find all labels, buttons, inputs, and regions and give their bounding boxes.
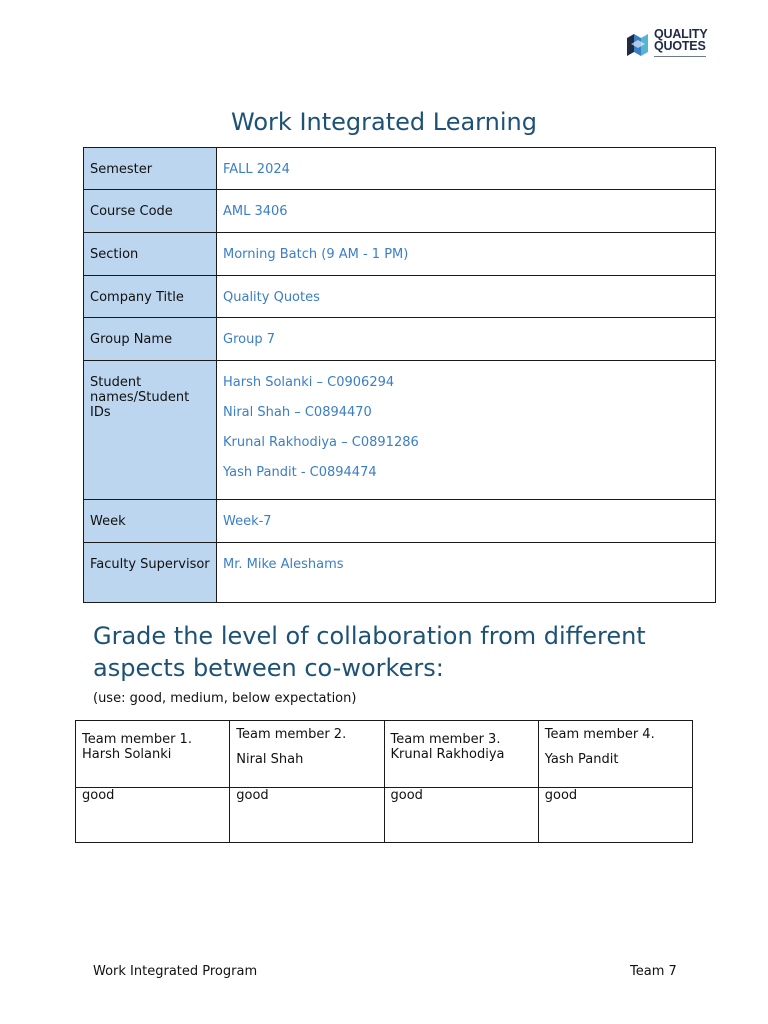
company-value: Quality Quotes [217,276,716,318]
week-value: Week-7 [217,500,716,543]
students-label: Student names/Student IDs [84,361,217,500]
supervisor-value: Mr. Mike Aleshams [217,543,716,603]
group-value: Group 7 [217,318,716,361]
logo-text [654,28,707,52]
info-row-semester [84,148,716,190]
info-row-students [84,361,716,500]
collaboration-heading: Grade the level of collaboration from different aspects between co-workers: [93,622,646,682]
grading-scale-note: (use: good, medium, below expectation) [93,691,357,706]
info-row-company [84,276,716,318]
student-item: Yash Pandit - C0894474 [223,465,377,480]
member-header-cell [538,721,692,788]
member-title: Team member 1. [82,732,192,747]
footer-program: Work Integrated Program [93,964,258,979]
logo-underline [654,56,706,57]
member-header-cell [230,721,384,788]
supervisor-label: Faculty Supervisor [84,543,217,603]
member-name: Niral Shah [236,752,304,767]
member-name: Yash Pandit [544,752,619,767]
info-row-supervisor [84,543,716,603]
student-item: Krunal Rakhodiya – C0891286 [223,435,419,450]
week-label: Week [84,500,217,543]
member-title: Team member 4. [544,727,655,742]
page-title: Work Integrated Learning [231,108,537,136]
info-row-section [84,233,716,276]
member-grade: good [76,788,230,843]
info-row-group [84,318,716,361]
company-logo [624,26,716,62]
logo-line-1: QUALITY [654,27,708,41]
section-value: Morning Batch (9 AM - 1 PM) [217,233,716,276]
member-header-cell [76,721,230,788]
member-header-cell [384,721,538,788]
logo-line-2: QUOTES [654,39,706,53]
students-list [217,361,716,500]
info-row-week [84,500,716,543]
company-label: Company Title [84,276,217,318]
course-info-table [83,147,716,603]
stacked-cube-logo-icon [624,30,652,58]
student-item: Harsh Solanki – C0906294 [223,375,395,390]
grades-value-row [76,788,693,843]
section-label: Section [84,233,217,276]
course-label: Course Code [84,190,217,233]
footer-team: Team 7 [630,964,677,979]
semester-value: FALL 2024 [217,148,716,190]
member-grade: good [230,788,384,843]
member-title: Team member 3. [390,732,501,747]
grades-header-row [76,721,693,788]
course-value: AML 3406 [217,190,716,233]
member-grade: good [384,788,538,843]
collaboration-grades-table [75,720,693,843]
info-row-course [84,190,716,233]
semester-label: Semester [84,148,217,190]
member-name: Harsh Solanki [82,747,172,762]
member-grade: good [538,788,692,843]
member-title: Team member 2. [236,727,347,742]
student-item: Niral Shah – C0894470 [223,405,372,420]
member-name: Krunal Rakhodiya [390,747,505,762]
group-label: Group Name [84,318,217,361]
